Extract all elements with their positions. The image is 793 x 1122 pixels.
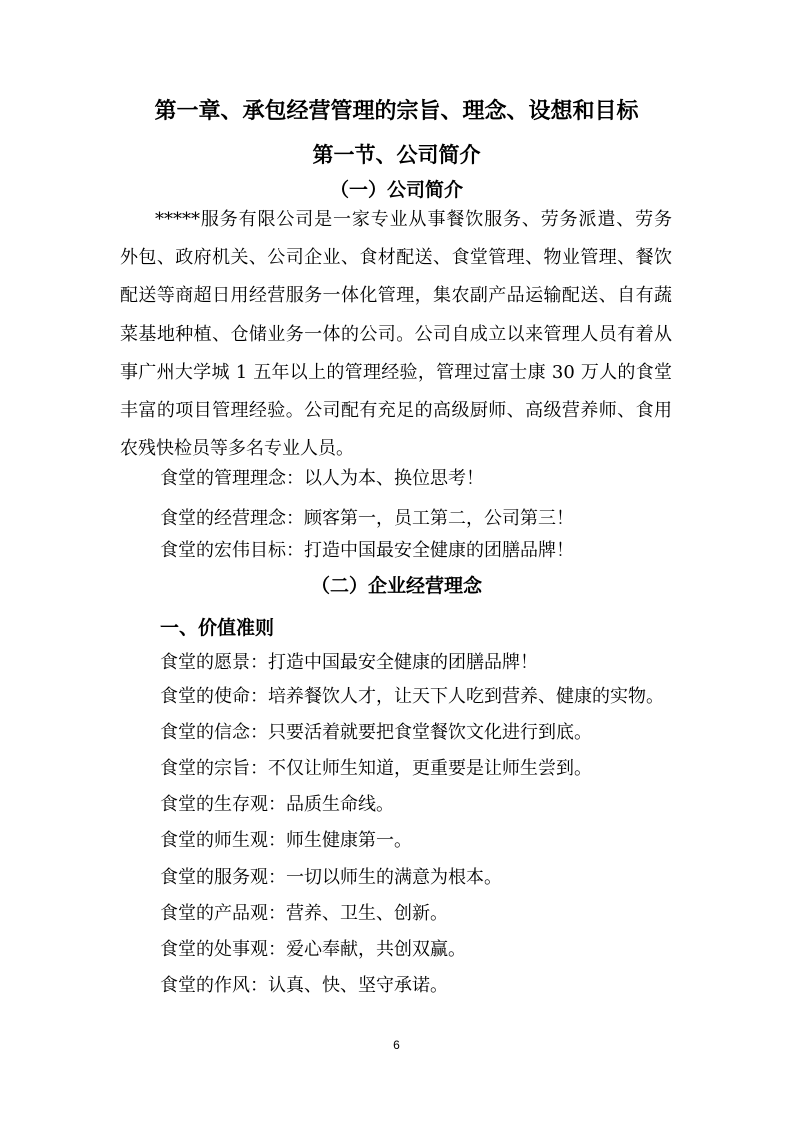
subsection-title-company-intro: （一）公司简介 xyxy=(329,179,463,201)
section-title: 第一节、公司简介 xyxy=(312,143,481,167)
value-item: 食堂的愿景：打造中国最安全健康的团膳品牌！ xyxy=(160,652,538,673)
value-item: 食堂的宗旨：不仅让师生知道，更重要是让师生尝到。 xyxy=(160,758,592,779)
management-philosophy: 食堂的管理理念：以人为本、换位思考！ xyxy=(160,468,484,489)
value-item: 食堂的使命：培养餐饮人才，让天下人吃到营养、健康的实物。 xyxy=(160,686,664,707)
page-number: 6 xyxy=(393,1038,400,1052)
intro-line: 丰富的项目管理经验。公司配有充足的高级厨师、高级营养师、食用 xyxy=(120,400,672,421)
value-item: 食堂的产品观：营养、卫生、创新。 xyxy=(160,903,448,924)
value-item: 食堂的信念：只要活着就要把食堂餐饮文化进行到底。 xyxy=(160,722,592,743)
value-criteria-heading: 一、价值准则 xyxy=(160,617,275,639)
intro-line: 农残快检员等多名专业人员。 xyxy=(120,438,354,459)
intro-line: 外包、政府机关、公司企业、食材配送、食堂管理、物业管理、餐饮 xyxy=(120,247,672,268)
grand-goal: 食堂的宏伟目标：打造中国最安全健康的团膳品牌！ xyxy=(160,540,574,561)
value-item: 食堂的服务观：一切以师生的满意为根本。 xyxy=(160,867,502,888)
subsection-title-business-philosophy: （二）企业经营理念 xyxy=(310,575,482,597)
value-item: 食堂的生存观：品质生命线。 xyxy=(160,794,394,815)
intro-line: 配送等商超日用经营服务一体化管理，集农副产品运输配送、自有蔬 xyxy=(120,285,672,306)
chapter-title: 第一章、承包经营管理的宗旨、理念、设想和目标 xyxy=(154,99,639,124)
value-item: 食堂的作风：认真、快、坚守承诺。 xyxy=(160,975,448,996)
intro-line: 菜基地种植、仓储业务一体的公司。公司自成立以来管理人员有着从 xyxy=(120,324,672,345)
value-item: 食堂的处事观：爱心奉献，共创双赢。 xyxy=(160,939,466,960)
intro-line: *****服务有限公司是一家专业从事餐饮服务、劳务派遣、劳务 xyxy=(155,209,672,230)
value-item: 食堂的师生观：师生健康第一。 xyxy=(160,830,412,851)
business-philosophy: 食堂的经营理念：顾客第一，员工第二，公司第三！ xyxy=(160,508,574,529)
intro-line: 事广州大学城 1 五年以上的管理经验，管理过富士康 30 万人的食堂 xyxy=(120,362,672,383)
